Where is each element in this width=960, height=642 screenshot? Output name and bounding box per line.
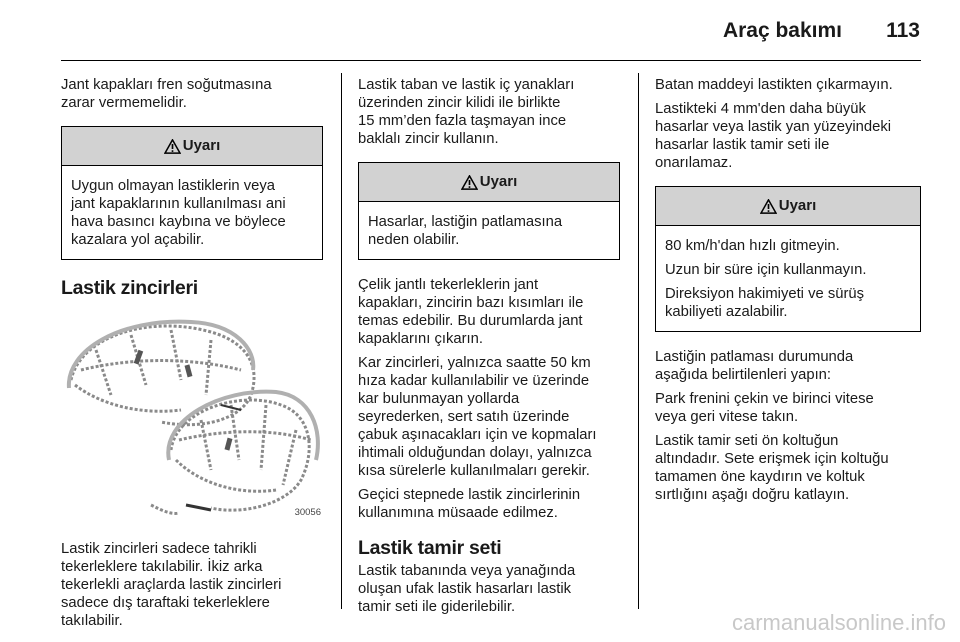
col1-intro: Jant kapakları fren soğutmasına zarar vermemelidir. (61, 77, 272, 111)
warning-text: Uzun bir süre için kullanmayın. (665, 262, 867, 278)
warning-box (655, 186, 921, 332)
warning-header (656, 187, 920, 226)
warning-body (656, 226, 920, 331)
paragraph: Lastikteki 4 mm'den daha büyük hasarlar veya lastik yan yüzeyindeki hasarlar lastik tamir seti ile onarılamaz. (655, 101, 892, 171)
warning-header (359, 163, 619, 202)
warning-triangle-icon (760, 199, 777, 214)
section-heading: Lastik tamir seti (358, 537, 502, 559)
warning-title: Uyarı (182, 137, 221, 154)
warning-triangle-icon (461, 175, 478, 190)
warning-title: Uyarı (479, 173, 518, 190)
header-title: Araç bakımı (722, 19, 842, 42)
paragraph: Kar zincirleri, yalnızca saatte 50 km hıza kadar kullanılabilir ve üzerinde kar bulunmayan yollarda seyrederken, sert satıh üzerinde çabuk aşınacakları için ve kopmaları ihtimali olduğundan dolayı, yalnızca kısa sürelerle kullanılmaları gerekir. (358, 355, 597, 479)
paragraph: Park frenini çekin ve birinci vitese veya geri vitese takın. (655, 391, 874, 425)
paragraph: Lastik tabanında veya yanağında oluşan ufak lastik hasarları lastik tamir seti ile giderilebilir. (358, 563, 576, 615)
col1-after-figure: Lastik zincirleri sadece tahrikli tekerleklere takılabilir. İkiz arka tekerlekli araçlarda lastik zincirleri sadece dış taraftaki tekerleklere takılabilir. (61, 541, 282, 629)
warning-body (62, 166, 322, 259)
warning-box (61, 126, 323, 260)
column-divider (638, 73, 639, 609)
warning-box (358, 162, 620, 260)
warning-body (359, 202, 619, 259)
header-rule (61, 60, 921, 61)
warning-text: 80 km/h'dan hızlı gitmeyin. (665, 238, 840, 254)
page-header (0, 0, 960, 62)
warning-text: Direksiyon hakimiyeti ve sürüş kabiliyeti azalabilir. (665, 286, 864, 320)
warning-triangle-icon (164, 139, 181, 154)
paragraph: Çelik jantlı tekerleklerin jant kapakları, zincirin bazı kısımları ile temas edebilir. Bu durumlarda jant kapaklarını çıkarın. (358, 277, 584, 347)
snow-chains-drawing (61, 310, 323, 526)
col2-intro: Lastik taban ve lastik iç yanakları üzerinden zincir kilidi ile birlikte 15 mm’den fazla taşmayan ince baklalı zincir kullanın. (358, 77, 575, 147)
warning-header (62, 127, 322, 166)
warning-text: Hasarlar, lastiğin patlamasına neden olabilir. (368, 214, 563, 248)
paragraph: Batan maddeyi lastikten çıkarmayın. (655, 77, 893, 93)
snow-chains-illustration (61, 310, 323, 526)
paragraph: Lastik tamir seti ön koltuğun altındadır. Sete erişmek için koltuğu tamamen öne kaydırın ve koltuk sırtlığını aşağı doğru katlayın. (655, 433, 889, 503)
warning-title: Uyarı (778, 197, 817, 214)
section-heading: Lastik zincirleri (61, 277, 198, 299)
column-1 (61, 76, 323, 636)
paragraph: Lastiğin patlaması durumunda aşağıda belirtilenleri yapın: (655, 349, 854, 383)
watermark: carmanualsonline.info (731, 610, 946, 635)
figure-number: 30056 (294, 507, 321, 518)
column-3 (655, 76, 921, 510)
column-divider (341, 73, 342, 609)
page-number: 113 (886, 19, 920, 42)
column-2 (358, 76, 620, 622)
warning-text: Uygun olmayan lastiklerin veya jant kapaklarının kullanılması ani hava basıncı kaybına ve böylece kazalara yol açabilir. (71, 178, 286, 248)
paragraph: Geçici stepnede lastik zincirlerinin kullanımına müsaade edilmez. (358, 487, 581, 521)
